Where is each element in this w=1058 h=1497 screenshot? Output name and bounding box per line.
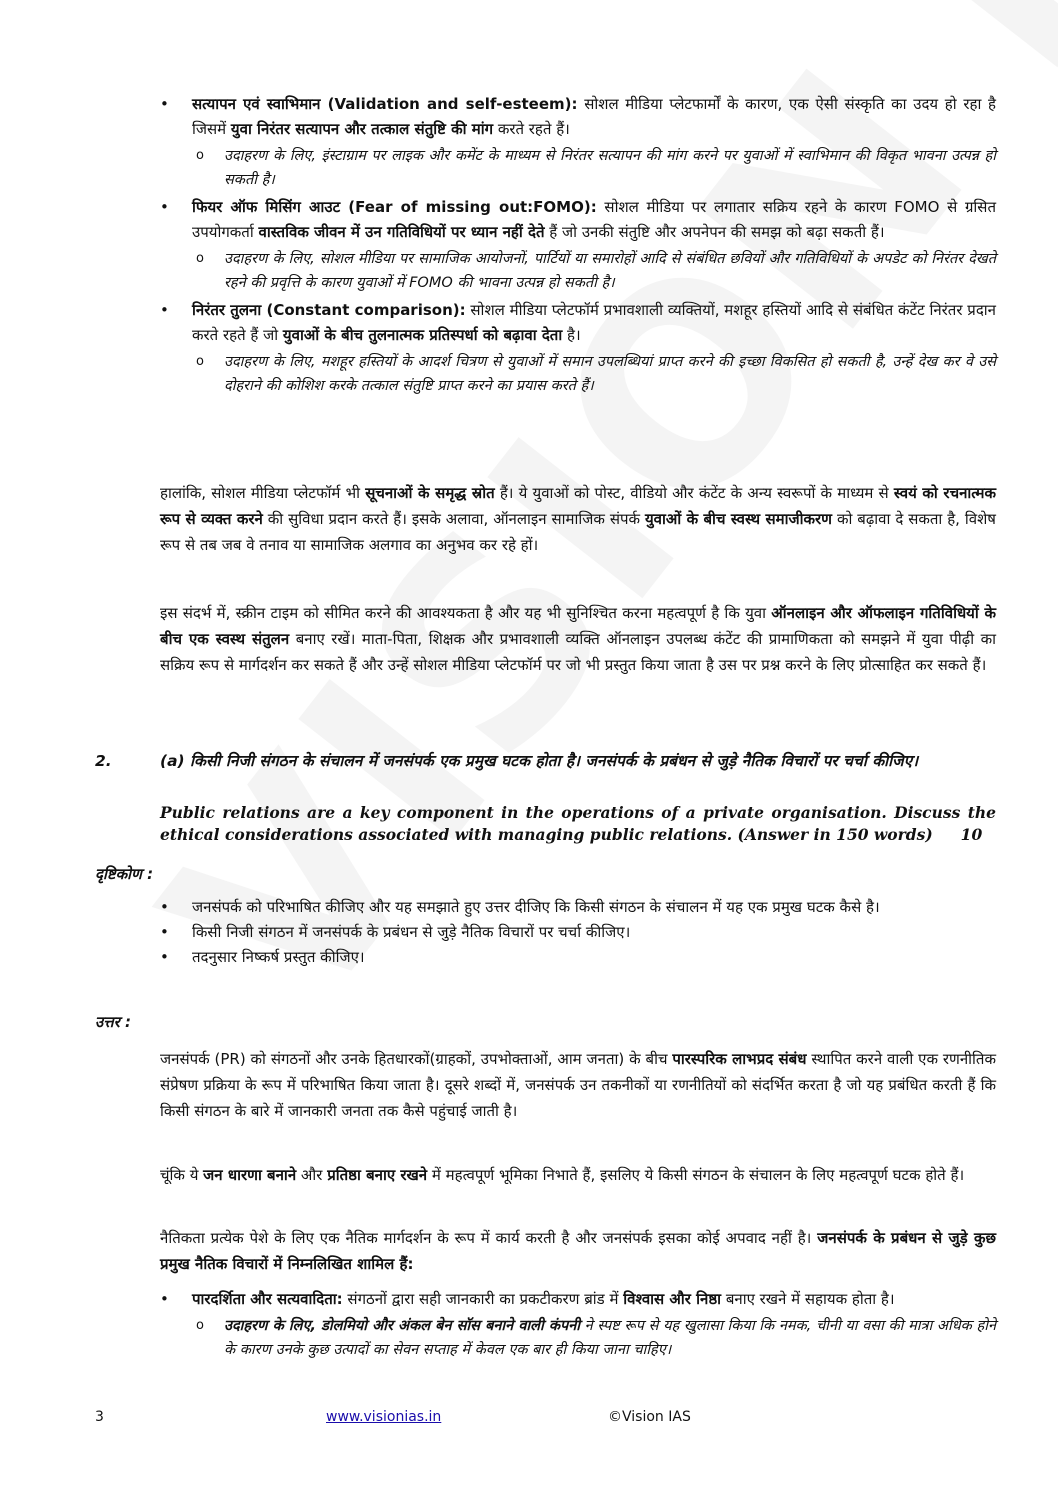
bullet-text: है।	[562, 326, 581, 344]
question-marks: 10	[960, 825, 983, 844]
question-english-text: Public relations are a key component in the operations of a private organisation. Discuss the ethical considerations associated with managing public relations. (Answer in 150 words)	[160, 803, 996, 844]
sub-item: o उदाहरण के लिए, मशहूर हस्तियों के आदर्श चित्रण से युवाओं में समान उपलब्धियां प्राप्त करने की इच्छा विकसित हो सकती है, उन्हें देख कर वे उसे दोहराने की कोशिश करके तत्काल संतुष्टि प्राप्त करने का प्रयास करते हैं।	[192, 350, 996, 398]
page-number: 3	[95, 1409, 104, 1425]
section1-bullets	[160, 92, 996, 401]
bullet-text: हैं जो उनकी संतुष्टि और अपनेपन की समझ को बढ़ा सकती हैं।	[544, 223, 885, 241]
para-text: बनाए रखें। माता-पिता, शिक्षक और प्रभावशाली व्यक्ति ऑनलाइन उपलब्ध कंटेंट की प्रामाणिकता को समझने में युवा पीढ़ी का सक्रिय रूप से मार्गदर्शन कर सकते हैं और उन्हें सोशल मीडिया प्लेटफॉर्म पर जो भी प्रस्तुत किया जाता है उस पर प्रश्न करने के लिए प्रोत्साहित कर सकते हैं।	[160, 630, 997, 674]
question-hindi: (a) किसी निजी संगठन के संचालन में जनसंपर्क एक प्रमुख घटक होता है। जनसंपर्क के प्रबंधन से जुड़े नैतिक विचारों पर चर्चा कीजिए।	[160, 752, 919, 770]
sub-item: o उदाहरण के लिए, इंस्टाग्राम पर लाइक और कमेंट के माध्यम से निरंतर सत्यापन की मांग करने पर युवाओं में स्वाभिमान की विकृत भावना उत्पन्न हो सकती है।	[192, 144, 996, 192]
sub-bold: उदाहरण के लिए, डोलमियो और अंकल बेन सॉस बनाने वाली कंपनी	[224, 1318, 581, 1334]
bullet-bold: वास्तविक जीवन में उन गतिविधियों पर ध्यान नहीं देते	[258, 223, 545, 241]
para-text: नैतिकता प्रत्येक पेशे के लिए एक नैतिक मार्गदर्शन के रूप में कार्य करती है और जनसंपर्क इसका कोई अपवाद नहीं है।	[160, 1229, 818, 1247]
answer-paragraph-importance	[160, 1162, 996, 1188]
para-text: हैं। ये युवाओं को पोस्ट, वीडियो और कंटेंट के अन्य स्वरूपों के माध्यम से	[494, 484, 894, 502]
sub-list	[192, 350, 996, 398]
para-text: हालांकि, सोशल मीडिया प्लेटफॉर्म भी	[160, 484, 366, 502]
answer-paragraph-definition	[160, 1046, 996, 1124]
bullet-title: पारदर्शिता और सत्यवादिता:	[192, 1290, 343, 1308]
para-text: में महत्वपूर्ण भूमिका निभाते हैं, इसलिए ये किसी संगठन के संचालन के लिए महत्वपूर्ण घटक होते हैं।	[427, 1166, 965, 1184]
bullet-bold: विश्वास और निष्ठा	[623, 1290, 722, 1308]
sub-item: o उदाहरण के लिए, सोशल मीडिया पर सामाजिक आयोजनों, पार्टियों या समारोहों आदि से संबंधित छवियों और गतिविधियों के अपडेट को निरंतर देखते रहने की प्रवृत्ति के कारण युवाओं में FOMO की भावना उत्पन्न हो सकती है।	[192, 247, 996, 295]
bullet-text: सोशल मीडिया प्लेटफार्मों के कारण, एक ऐसी संस्कृति का उदय हो रहा है जिसमें	[192, 95, 996, 138]
bullet-fomo	[160, 195, 996, 295]
approach-heading: दृष्टिकोण :	[95, 865, 154, 883]
bullet-text: सोशल मीडिया पर लगातार सक्रिय रहने के कारण FOMO से ग्रसित उपयोगकर्ता	[192, 198, 996, 241]
para-bold: ऑनलाइन और ऑफलाइन गतिविधियों के बीच एक स्वस्थ संतुलन	[160, 604, 996, 648]
bullet-text: करते रहते हैं।	[493, 120, 570, 138]
para-text: जनसंपर्क (PR) को संगठनों और उनके हितधारकों(ग्राहकों, उपभोक्ताओं, आम जनता) के बीच	[160, 1050, 673, 1068]
approach-item: • किसी निजी संगठन में जनसंपर्क के प्रबंधन से जुड़े नैतिक विचारों पर चर्चा कीजिए।	[160, 920, 996, 945]
question-english	[160, 802, 996, 846]
answer-paragraph-ethics	[160, 1225, 996, 1277]
answer-heading: उत्तर :	[95, 1013, 131, 1031]
sub-list	[192, 1314, 996, 1362]
approach-item: • तदनुसार निष्कर्ष प्रस्तुत कीजिए।	[160, 945, 996, 970]
para-bold: जनसंपर्क के प्रबंधन से जुड़े कुछ प्रमुख नैतिक विचारों में निम्नलिखित शामिल हैं:	[160, 1229, 997, 1273]
bullet-validation	[160, 92, 996, 192]
para-text: स्थापित करने वाली एक रणनीतिक संप्रेषण प्रक्रिया के रूप में परिभाषित किया जाता है। दूसरे शब्दों में, जनसंपर्क उन तकनीकों या रणनीतियों को संदर्भित करता है जो यह प्रबंधित करती हैं कि किसी संगठन के बारे में जानकारी जनता तक कैसे पहुंचाई जाती है।	[160, 1050, 996, 1120]
bullet-bold: युवा निरंतर सत्यापन और तत्काल संतुष्टि की मांग	[230, 120, 494, 138]
copyright: ©Vision IAS	[608, 1409, 691, 1425]
para-text: को बढ़ावा दे सकता है, विशेष रूप से तब जब वे तनाव या सामाजिक अलगाव का अनुभव कर रहे हों।	[160, 510, 996, 554]
paragraph-screen-time	[160, 600, 996, 678]
sub-text: ने स्पष्ट रूप से यह खुलासा किया कि नमक, चीनी या वसा की मात्रा अधिक होने के कारण उनके कुछ उत्पादों का सेवन सप्ताह में केवल एक बार ही किया जाना चाहिए।	[224, 1318, 996, 1358]
sub-list	[192, 247, 996, 295]
bullet-title: निरंतर तुलना (Constant comparison):	[192, 301, 466, 319]
bullet-text: सोशल मीडिया प्लेटफॉर्म प्रभावशाली व्यक्तियों, मशहूर हस्तियों आदि से संबंधित कंटेंट निरंतर प्रदान करते रहते हैं जो	[192, 301, 996, 344]
para-bold: युवाओं के बीच स्वस्थ समाजीकरण	[644, 510, 833, 528]
para-bold: स्वयं को रचनात्मक रूप से व्यक्त करने	[160, 484, 997, 528]
bullet-text: बनाए रखने में सहायक होता है।	[721, 1290, 895, 1308]
para-bold: प्रतिष्ठा बनाए रखने	[327, 1166, 428, 1184]
approach-item: • जनसंपर्क को परिभाषित कीजिए और यह समझाते हुए उत्तर दीजिए कि किसी संगठन के संचालन में यह एक प्रमुख घटक कैसे है।	[160, 895, 996, 920]
para-text: और	[296, 1166, 328, 1184]
sub-list	[192, 144, 996, 192]
approach-list	[160, 895, 996, 970]
website-link[interactable]: www.visionias.in	[326, 1409, 442, 1425]
para-bold: जन धारणा बनाने	[203, 1166, 297, 1184]
bullet-transparency	[160, 1287, 996, 1362]
bullet-title: सत्यापन एवं स्वाभिमान (Validation and self-esteem):	[192, 95, 578, 113]
bullet-bold: युवाओं के बीच तुलनात्मक प्रतिस्पर्धा को बढ़ावा देता	[282, 326, 563, 344]
question-number: 2.	[95, 752, 112, 770]
para-bold: पारस्परिक लाभप्रद संबंध	[672, 1050, 807, 1068]
answer-bullets	[160, 1287, 996, 1365]
para-text: चूंकि ये	[160, 1166, 204, 1184]
bullet-text: संगठनों द्वारा सही जानकारी का प्रकटीकरण ब्रांड में	[342, 1290, 624, 1308]
para-text: इस संदर्भ में, स्क्रीन टाइम को सीमित करने की आवश्यकता है और यह भी सुनिश्चित करना महत्वपूर्ण है कि युवा	[160, 604, 772, 622]
para-text: की सुविधा प्रदान करते हैं। इसके अलावा, ऑनलाइन सामाजिक संपर्क	[262, 510, 645, 528]
paragraph-sources	[160, 480, 996, 558]
para-bold: सूचनाओं के समृद्ध स्रोत	[365, 484, 495, 502]
bullet-comparison	[160, 298, 996, 398]
sub-item	[192, 1314, 996, 1362]
bullet-title: फियर ऑफ मिसिंग आउट (Fear of missing out:FOMO):	[192, 198, 597, 216]
